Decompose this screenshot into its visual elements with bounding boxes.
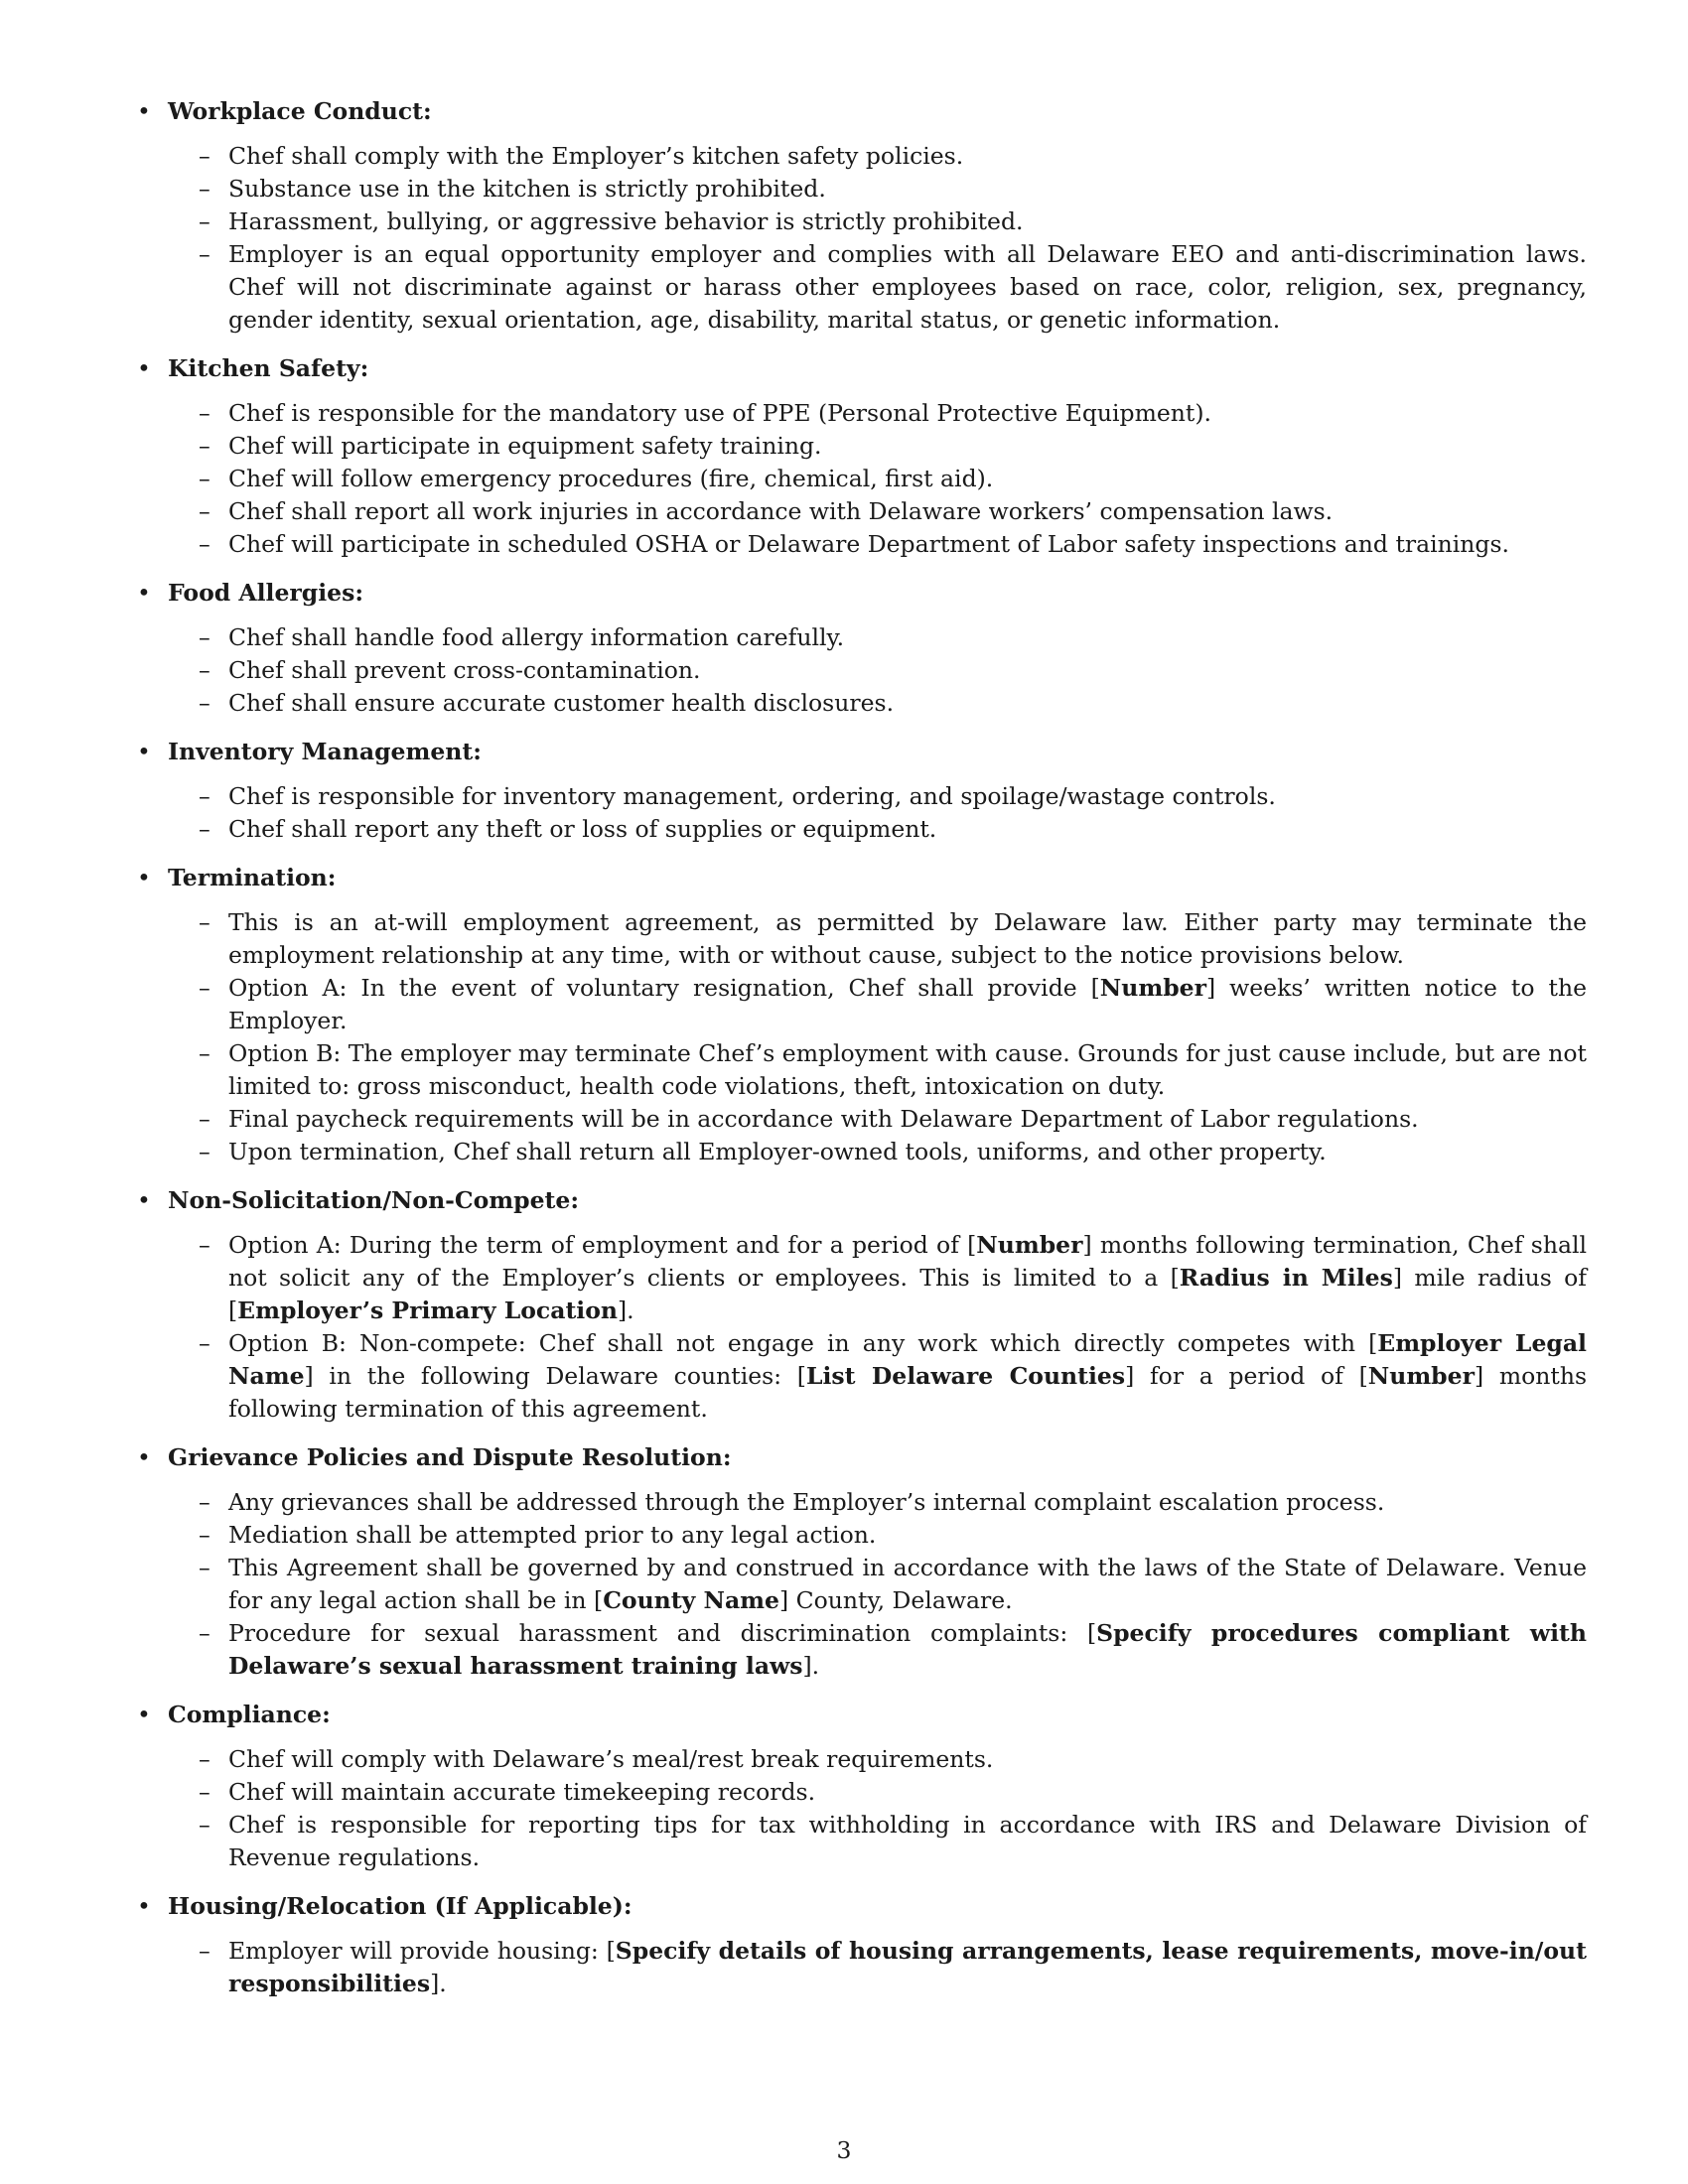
section — [137, 1699, 1587, 1874]
clause-item — [228, 495, 1587, 528]
clause-item — [228, 430, 1587, 463]
clause-item — [228, 1519, 1587, 1552]
clause-text: Chef will participate in scheduled OSHA or Delaware Department of Labor safety inspections and trainings. — [228, 530, 1510, 558]
clause-text: Option B: The employer may terminate Chef’s employment with cause. Grounds for just cause include, but are not limited to: gross misconduct, health code violations, theft, intoxication on duty. — [228, 1039, 1587, 1100]
clause-text: Employer is an equal opportunity employer and complies with all Delaware EEO and anti-discrimination laws. Chef will not discriminate against or harass other employees based on race, color, religion, sex, pregnancy, gender identity, sexual orientation, age, disability, marital status, or genetic information. — [228, 240, 1587, 334]
clause-item — [228, 1776, 1587, 1809]
clause-list — [137, 1486, 1587, 1683]
clause-text: Option B: Non-compete: Chef shall not engage in any work which directly competes with [ — [228, 1329, 1378, 1357]
clause-text: This is an at-will employment agreement, as permitted by Delaware law. Either party may terminate the employment relationship at any time, with or without cause, subject to the notice provisions below. — [228, 908, 1587, 969]
clause-text: Chef shall handle food allergy information carefully. — [228, 623, 845, 651]
clause-list — [137, 140, 1587, 337]
clause-list — [137, 397, 1587, 561]
section — [137, 577, 1587, 720]
clause-text: ] mile radius of [ — [228, 1264, 1587, 1324]
placeholder-field: List Delaware Counties — [805, 1362, 1126, 1390]
section-heading: • Termination: — [137, 862, 1587, 894]
clause-list — [137, 621, 1587, 720]
clause-text: Procedure for sexual harassment and discrimination complaints: [ — [228, 1619, 1097, 1647]
clause-text: Upon termination, Chef shall return all Employer-owned tools, uniforms, and other property. — [228, 1138, 1327, 1165]
section — [137, 95, 1587, 337]
clause-item — [228, 1743, 1587, 1776]
placeholder-field: Number — [1367, 1362, 1475, 1390]
clause-text: Employer will provide housing: [ — [228, 1937, 616, 1965]
clause-text: Chef shall report any theft or loss of supplies or equipment. — [228, 815, 937, 843]
clause-text: ] for a period of [ — [1125, 1362, 1368, 1390]
clause-item — [228, 906, 1587, 972]
clause-item — [228, 463, 1587, 495]
clause-list — [137, 780, 1587, 846]
clause-text: ]. — [430, 1970, 447, 1997]
clause-text: Chef will follow emergency procedures (fire, chemical, first aid). — [228, 465, 994, 492]
clause-text: Harassment, bullying, or aggressive behavior is strictly prohibited. — [228, 207, 1024, 235]
clause-text: ] County, Delaware. — [778, 1586, 1013, 1614]
clause-text: Mediation shall be attempted prior to any legal action. — [228, 1521, 877, 1549]
clause-item — [228, 528, 1587, 561]
clause-item — [228, 173, 1587, 205]
clause-item — [228, 1486, 1587, 1519]
clause-item — [228, 1037, 1587, 1103]
clause-item — [228, 1617, 1587, 1683]
placeholder-field: Specify procedures compliant with Delaware’s sexual harassment training laws — [228, 1619, 1587, 1680]
clause-item — [228, 654, 1587, 687]
clause-text: Chef will maintain accurate timekeeping records. — [228, 1778, 816, 1806]
clause-item — [228, 1935, 1587, 2000]
clause-item — [228, 780, 1587, 813]
clause-text: Option A: During the term of employment and for a period of [ — [228, 1231, 977, 1259]
section-heading: • Housing/Relocation (If Applicable): — [137, 1890, 1587, 1923]
clause-item — [228, 1552, 1587, 1617]
document-body — [137, 95, 1587, 2016]
clause-item — [228, 813, 1587, 846]
clause-list — [137, 1743, 1587, 1874]
clause-text: Chef shall ensure accurate customer health disclosures. — [228, 689, 895, 717]
placeholder-field: Specify details of housing arrangements, lease requirements, move-in/out responsibilities — [228, 1937, 1588, 1997]
clause-text: ] months following termination of this agreement. — [228, 1362, 1588, 1423]
placeholder-field: Radius in Miles — [1179, 1264, 1393, 1292]
clause-text: Any grievances shall be addressed through the Employer’s internal complaint escalation process. — [228, 1488, 1385, 1516]
clause-text: Chef is responsible for inventory management, ordering, and spoilage/wastage controls. — [228, 782, 1276, 810]
clause-item — [228, 1327, 1587, 1426]
section — [137, 352, 1587, 561]
clause-list — [137, 906, 1587, 1168]
clause-text: This Agreement shall be governed by and construed in accordance with the laws of the State of Delaware. Venue for any legal action shall be in [ — [228, 1554, 1587, 1614]
clause-text: ] months following termination, Chef shall not solicit any of the Employer’s clients or employees. This is limited to a [ — [228, 1231, 1587, 1292]
clause-item — [228, 621, 1587, 654]
placeholder-field: Employer Legal Name — [228, 1329, 1587, 1390]
placeholder-field: Employer’s Primary Location — [237, 1297, 618, 1324]
clause-item — [228, 972, 1587, 1037]
clause-item — [228, 1103, 1587, 1136]
clause-text: Chef is responsible for reporting tips for tax withholding in accordance with IRS and Delaware Division of Revenue regulations. — [228, 1811, 1587, 1871]
section-heading: • Inventory Management: — [137, 736, 1587, 768]
clause-text: Chef will participate in equipment safety training. — [228, 432, 822, 460]
placeholder-field: County Name — [603, 1586, 779, 1614]
clause-text: Final paycheck requirements will be in accordance with Delaware Department of Labor regulations. — [228, 1105, 1419, 1133]
clause-list — [137, 1935, 1587, 2000]
section-heading: • Workplace Conduct: — [137, 95, 1587, 128]
clause-item — [228, 140, 1587, 173]
clause-text: ] weeks’ written notice to the Employer. — [228, 974, 1587, 1034]
clause-item — [228, 1229, 1587, 1327]
clause-item — [228, 205, 1587, 238]
section — [137, 1184, 1587, 1426]
section-heading: • Compliance: — [137, 1699, 1587, 1731]
clause-text: Chef shall report all work injuries in accordance with Delaware workers’ compensation laws. — [228, 497, 1334, 525]
clause-text: ] in the following Delaware counties: [ — [304, 1362, 806, 1390]
clause-text: Chef is responsible for the mandatory use of PPE (Personal Protective Equipment). — [228, 399, 1211, 427]
clause-text: Option A: In the event of voluntary resignation, Chef shall provide [ — [228, 974, 1100, 1002]
clause-item — [228, 687, 1587, 720]
section — [137, 1890, 1587, 2000]
clause-text: Chef shall prevent cross-contamination. — [228, 656, 701, 684]
section — [137, 736, 1587, 846]
clause-text: Substance use in the kitchen is strictly prohibited. — [228, 175, 826, 203]
clause-item — [228, 238, 1587, 337]
clause-item — [228, 397, 1587, 430]
placeholder-field: Number — [976, 1231, 1083, 1259]
clause-text: Chef will comply with Delaware’s meal/rest break requirements. — [228, 1745, 994, 1773]
section-heading: • Grievance Policies and Dispute Resolution: — [137, 1441, 1587, 1474]
clause-item — [228, 1136, 1587, 1168]
page-number: 3 — [836, 2136, 852, 2164]
section-heading: • Kitchen Safety: — [137, 352, 1587, 385]
clause-list — [137, 1229, 1587, 1426]
clause-text: Chef shall comply with the Employer’s kitchen safety policies. — [228, 142, 964, 170]
clause-text: ]. — [802, 1652, 820, 1680]
clause-item — [228, 1809, 1587, 1874]
clause-text: ]. — [618, 1297, 634, 1324]
section-heading: • Non-Solicitation/Non-Compete: — [137, 1184, 1587, 1217]
section — [137, 1441, 1587, 1683]
placeholder-field: Number — [1099, 974, 1206, 1002]
section-heading: • Food Allergies: — [137, 577, 1587, 610]
section — [137, 862, 1587, 1168]
